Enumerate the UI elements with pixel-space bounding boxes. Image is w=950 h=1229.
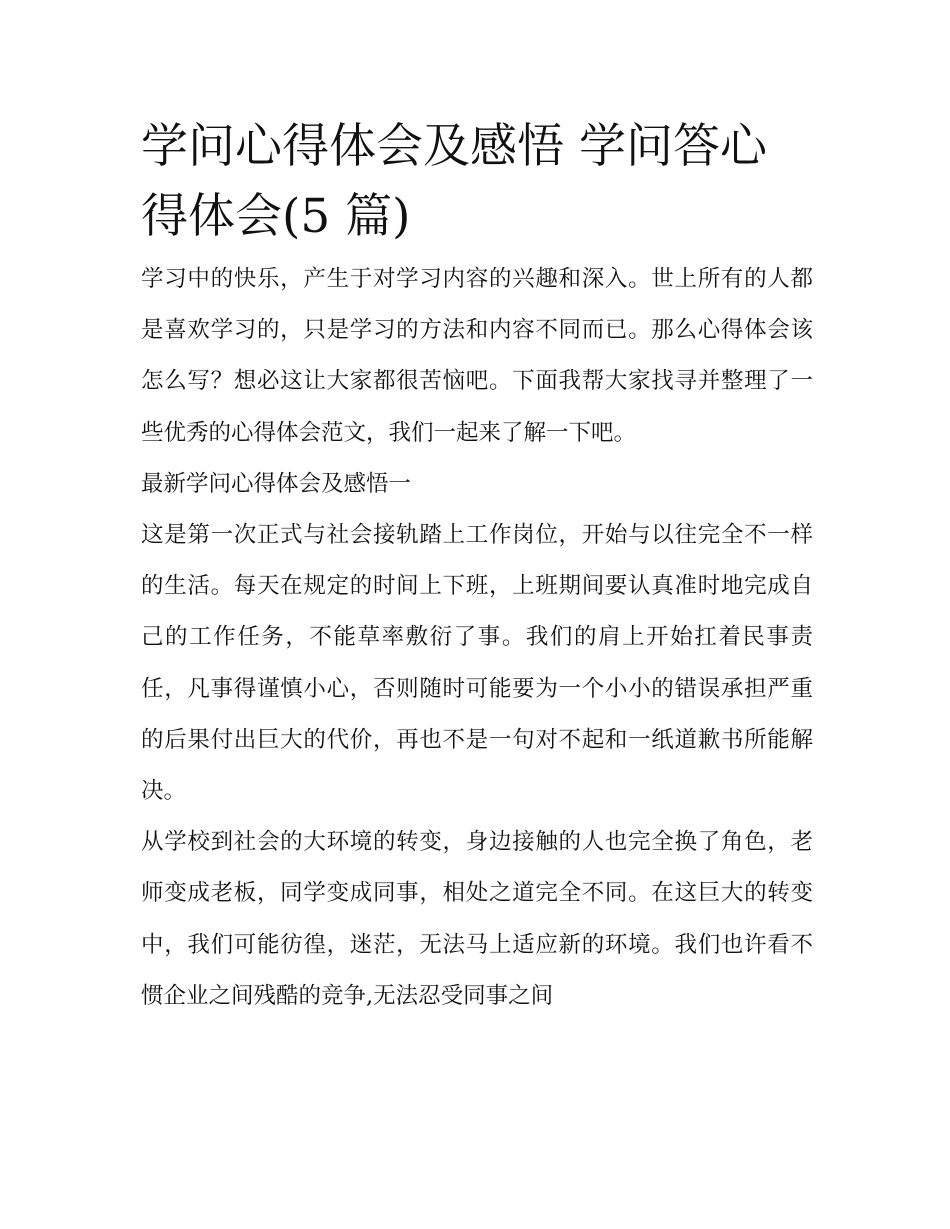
- intro-paragraph: 学习中的快乐，产生于对学习内容的兴趣和深入。世上所有的人都是喜欢学习的，只是学习的方法和内容不同而已。那么心得体会该怎么写？想必这让大家都很苦恼吧。下面我帮大家找寻并整理了一些优秀的心得体会范文，我们一起来了解一下吧。: [141, 266, 813, 446]
- section-heading: 最新学问心得体会及感悟一: [141, 470, 412, 497]
- document-title: 学问心得体会及感悟 学问答心得体会(5 篇): [141, 119, 767, 244]
- document-body: [141, 254, 813, 1022]
- body-paragraph-1: 这是第一次正式与社会接轨踏上工作岗位，开始与以往完全不一样的生活。每天在规定的时间上下班，上班期间要认真准时地完成自己的工作任务，不能草率敷衍了事。我们的肩上开始扛着民事责任，凡事得谨慎小心，否则随时可能要为一个小小的错误承担严重的后果付出巨大的代价，再也不是一句对不起和一纸道歉书所能解决。: [141, 522, 813, 805]
- document-content: [141, 112, 813, 1022]
- body-paragraph-2: 从学校到社会的大环境的转变，身边接触的人也完全换了角色，老师变成老板，同学变成同事，相处之道完全不同。在这巨大的转变中，我们可能彷徨，迷茫，无法马上适应新的环境。我们也许看不惯企业之间残酷的竞争,无法忍受同事之间: [141, 829, 813, 1009]
